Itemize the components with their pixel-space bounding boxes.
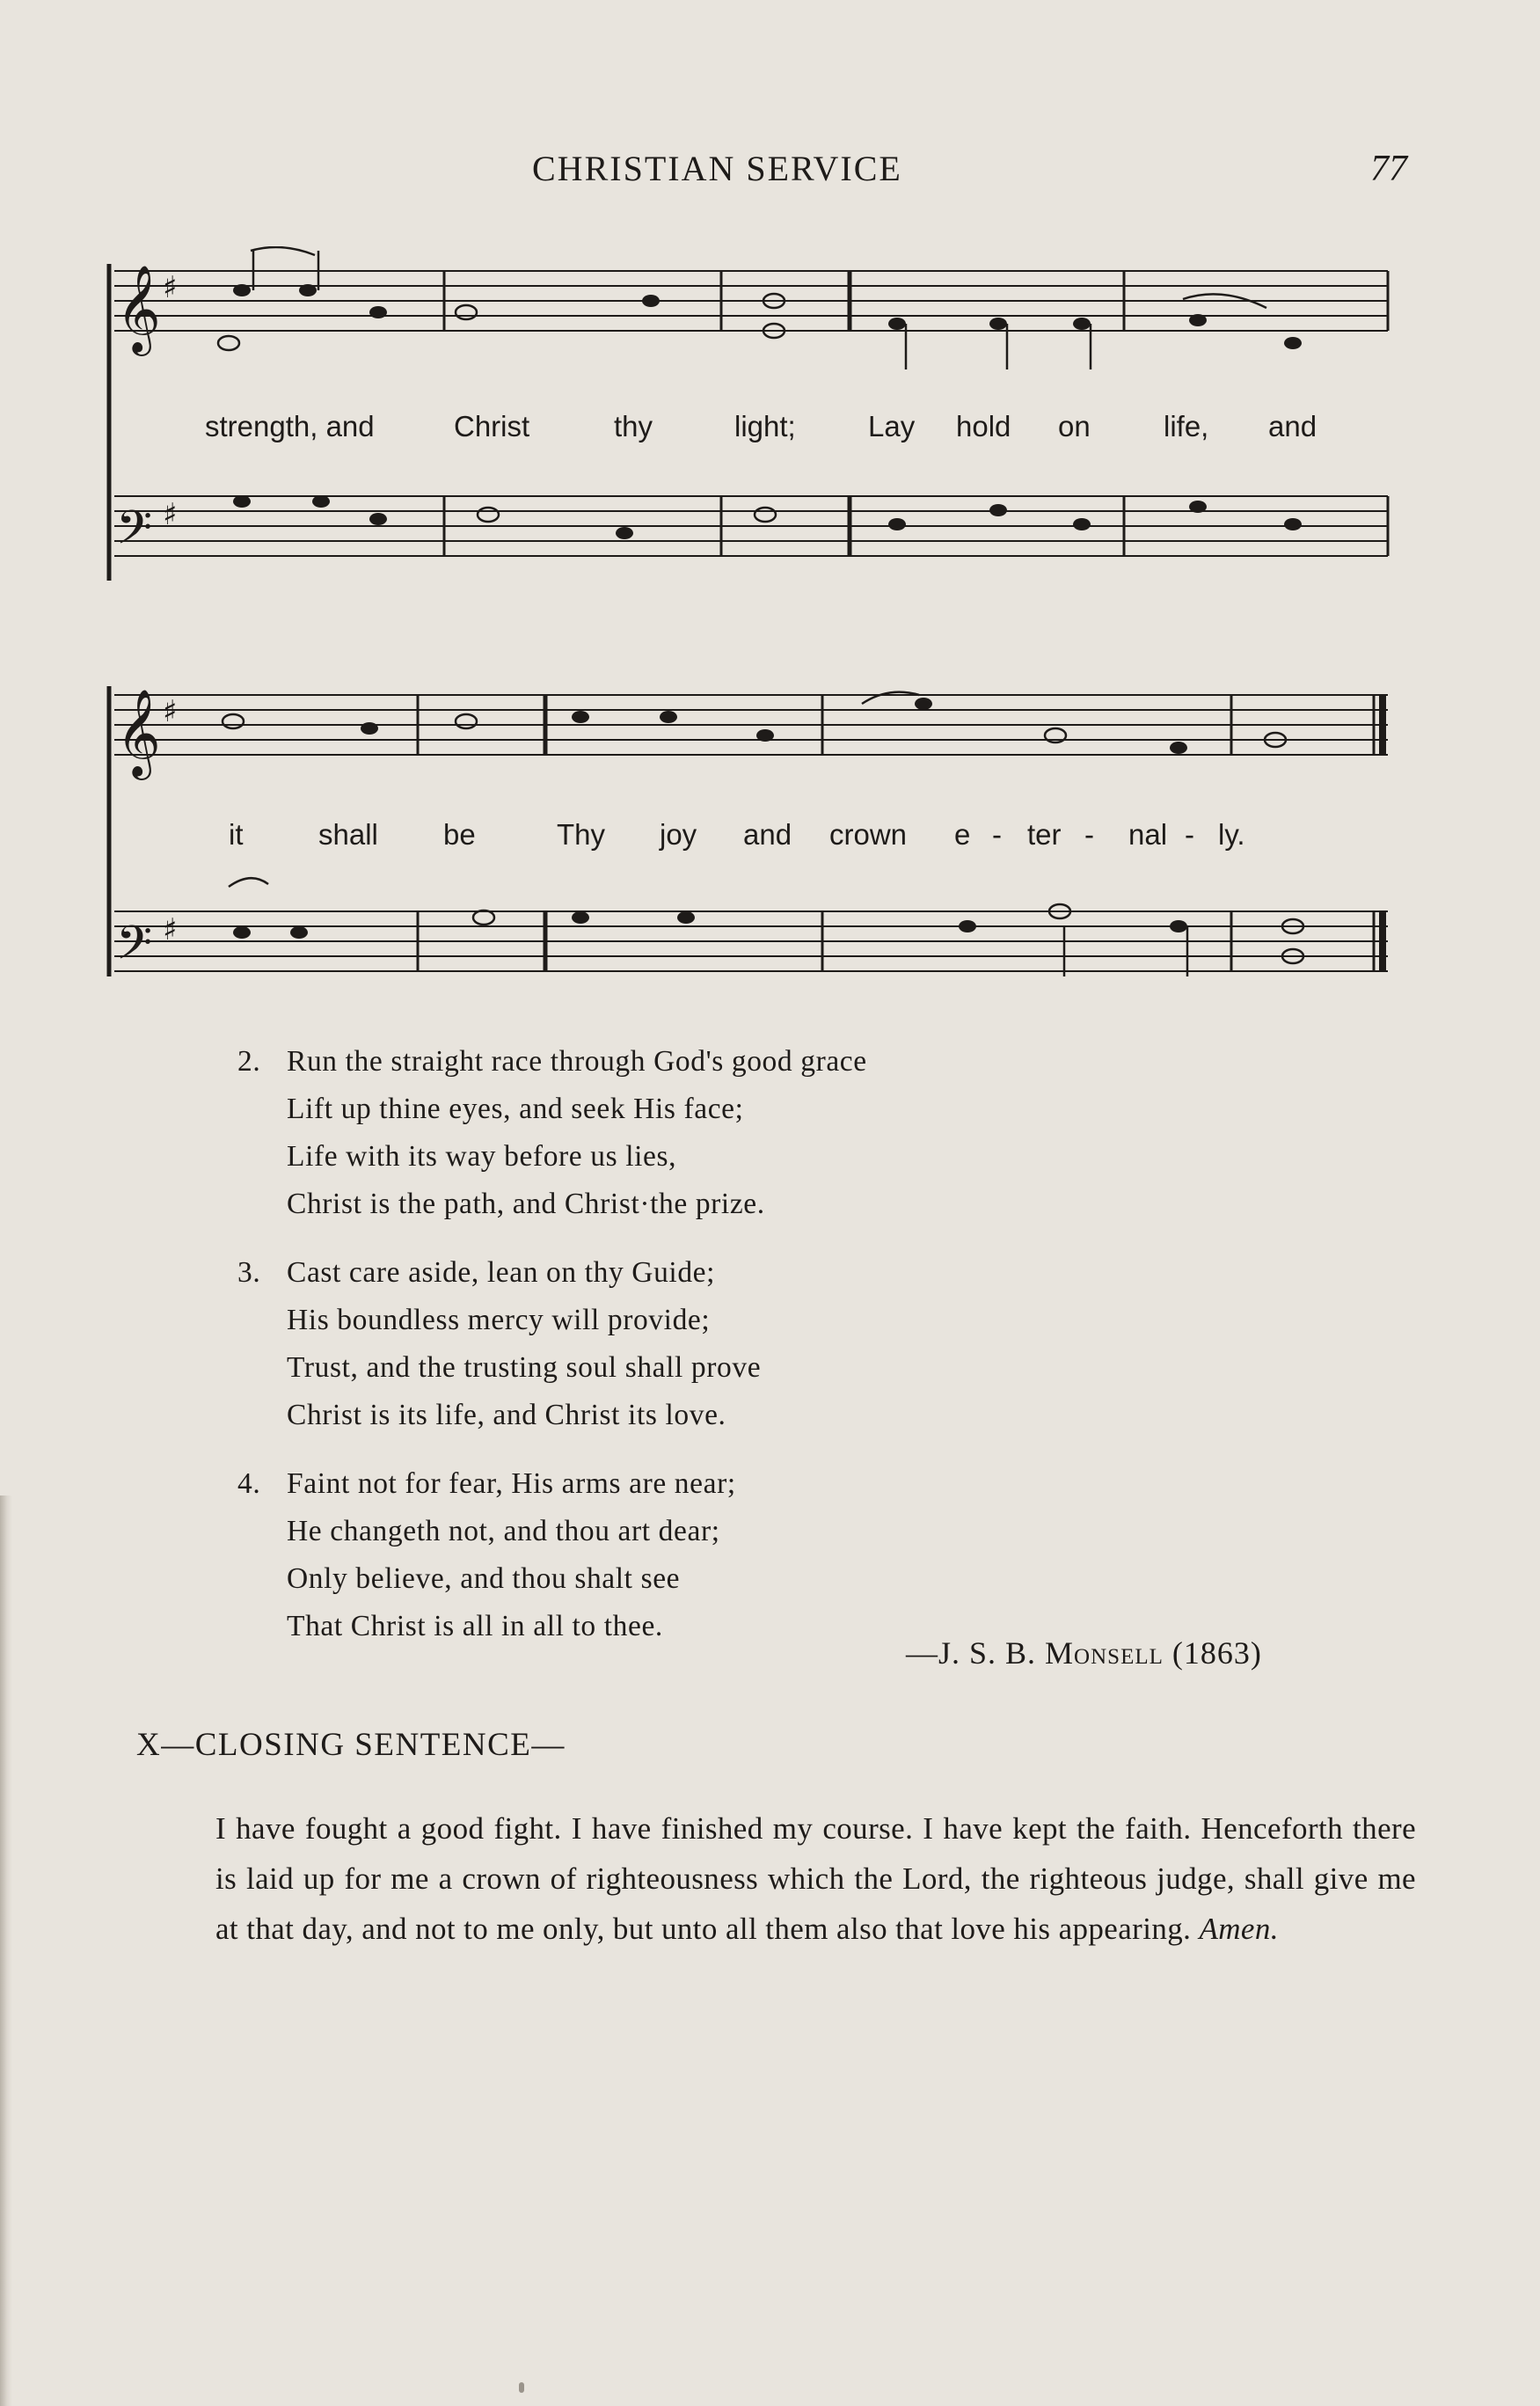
stanza-line bbox=[237, 1038, 1430, 1086]
stanza-line: His boundless mercy will provide; bbox=[287, 1304, 711, 1336]
stanza-line: He changeth not, and thou art dear; bbox=[287, 1515, 720, 1547]
stanza-number: 3. bbox=[237, 1256, 261, 1289]
svg-text:♯: ♯ bbox=[163, 270, 178, 305]
lyric: - bbox=[1084, 818, 1094, 851]
hymn-attribution bbox=[906, 1634, 1262, 1671]
svg-text:♯: ♯ bbox=[163, 912, 178, 947]
svg-text:𝄢: 𝄢 bbox=[116, 917, 153, 982]
svg-text:♯: ♯ bbox=[163, 497, 178, 532]
hymn-stanzas bbox=[237, 1038, 1430, 1671]
amen: Amen. bbox=[1199, 1912, 1279, 1946]
stanza-2 bbox=[237, 1038, 1430, 1228]
music-system-2 bbox=[88, 651, 1442, 1020]
lyric: be bbox=[443, 818, 476, 851]
stanza-line-text: Faint not for fear, His arms are near; bbox=[287, 1467, 736, 1500]
stanza-number: 4. bbox=[237, 1467, 261, 1500]
stanza-line bbox=[237, 1460, 1430, 1508]
lyric: thy bbox=[614, 410, 653, 442]
stanza-line-text: Cast care aside, lean on thy Guide; bbox=[287, 1256, 716, 1289]
stanza-line: Christ is the path, and Christ·the prize. bbox=[287, 1188, 765, 1220]
stanza-line: Life with its way before us lies, bbox=[287, 1140, 677, 1173]
lyric: - bbox=[1185, 818, 1194, 851]
stanza-line bbox=[237, 1249, 1430, 1297]
author-name: Monsell bbox=[1045, 1635, 1164, 1671]
page-mark bbox=[519, 2382, 524, 2393]
stanza-4 bbox=[237, 1460, 1430, 1650]
svg-text:𝄢: 𝄢 bbox=[116, 501, 153, 567]
running-title: CHRISTIAN SERVICE bbox=[532, 149, 902, 188]
lyric: it bbox=[229, 818, 244, 851]
lyric: nal bbox=[1128, 818, 1168, 851]
stanza-line: Trust, and the trusting soul shall prove bbox=[287, 1351, 762, 1384]
lyric: light; bbox=[734, 410, 796, 442]
lyric: Thy bbox=[557, 818, 606, 851]
stanza-line: That Christ is all in all to thee. bbox=[287, 1610, 663, 1642]
svg-text:𝄞: 𝄞 bbox=[116, 689, 161, 777]
lyric: life, bbox=[1164, 410, 1209, 442]
stanza-line: Lift up thine eyes, and seek His face; bbox=[287, 1093, 744, 1125]
lyric: e bbox=[954, 818, 971, 851]
lyric: ly. bbox=[1218, 818, 1245, 851]
page-edge-shadow bbox=[0, 1496, 12, 2406]
lyric: - bbox=[992, 818, 1002, 851]
lyric: Christ bbox=[454, 410, 530, 442]
page-header bbox=[0, 141, 1540, 194]
stanza-number: 2. bbox=[237, 1045, 261, 1078]
lyric: hold bbox=[956, 410, 1011, 442]
lyric: joy bbox=[660, 818, 697, 851]
closing-text: I have fought a good fight. I have finished my course. I have kept the faith. Henceforth there is laid up for me a crown of righteousness which the Lord, the righteous judge, shall give me at that day, and not to me only, but unto all them also that love his appearing. bbox=[215, 1811, 1416, 1946]
music-system-1 bbox=[88, 246, 1442, 598]
lyric: Lay bbox=[868, 410, 916, 442]
stanza-line: Only believe, and thou shalt see bbox=[287, 1562, 681, 1595]
attribution-year: (1863) bbox=[1171, 1635, 1262, 1671]
attribution-prefix: —J. S. B. bbox=[906, 1635, 1046, 1671]
lyric: crown bbox=[829, 818, 908, 851]
closing-sentence bbox=[215, 1803, 1416, 1954]
lyric: and bbox=[743, 818, 792, 851]
svg-text:♯: ♯ bbox=[163, 694, 178, 729]
lyric: strength, and bbox=[205, 410, 375, 442]
lyric: on bbox=[1058, 410, 1091, 442]
lyric: and bbox=[1268, 410, 1317, 442]
stanza-line: Christ is its life, and Christ its love. bbox=[287, 1399, 726, 1431]
page-number: 77 bbox=[1370, 149, 1407, 189]
stanza-3 bbox=[237, 1249, 1430, 1439]
lyric: ter bbox=[1027, 818, 1062, 851]
svg-text:𝄞: 𝄞 bbox=[116, 265, 161, 353]
lyric: shall bbox=[318, 818, 378, 851]
stanza-line-text: Run the straight race through God's good grace bbox=[287, 1045, 867, 1078]
section-heading: X—CLOSING SENTENCE— bbox=[136, 1727, 566, 1763]
